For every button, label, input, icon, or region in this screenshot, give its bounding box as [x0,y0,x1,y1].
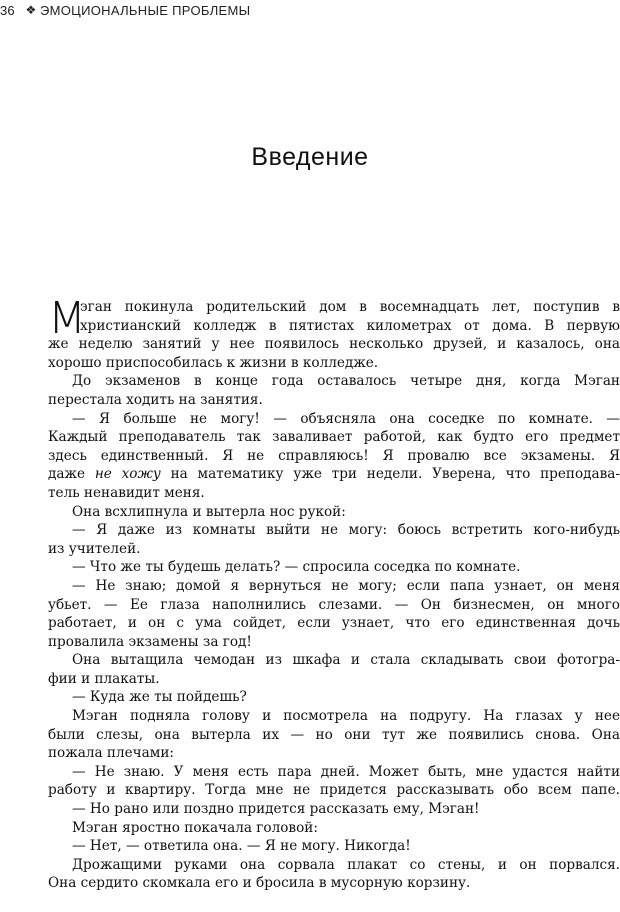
text-segment: на математику уже три недели. Уверена, что преподава- [160,466,620,483]
text-line: были слезы, она вытерла их — но они тут же появились снова. Она [48,726,620,743]
text-line: До экзаменов в конце года оставалось четыре дня, когда Мэган [72,373,620,390]
text-line: — Куда же ты пойдешь? [72,689,247,706]
chapter-title: Введение [251,143,369,171]
page-number: 36 [0,2,15,18]
ornament-icon: ❖ [25,3,37,17]
text-line: Мэган подняла голову и посмотрела на подругу. На глазах у нее [72,708,620,725]
text-line: хорошо приспособилась к жизни в колледже. [48,354,379,371]
text-line: христианский колледж в пятистах километрах от дома. В первую [80,317,620,334]
text-line: же неделю занятий у нее появилось несколько друзей, и казалось, она [48,336,620,353]
text-line: Она вытащила чемодан из шкафа и стала складывать свои фотогра- [72,652,620,669]
running-header [0,1,250,19]
text-line: Мэган яростно покачала головой: [72,819,318,836]
opening-paragraph [48,293,620,344]
section-title: ЭМОЦИОНАЛЬНЫЕ ПРОБЛЕМЫ [40,2,251,18]
text-line: провалила экзамены за год! [48,633,252,650]
text-line: — Не знаю; домой я вернуться не могу; если папа узнает, он меня [72,577,620,594]
text-line: убьет. — Ее глаза наполнились слезами. — Он бизнесмен, он много [48,596,620,613]
text-line: здесь единственный. Я не справляюсь! Я провалю все экзамены. Я [48,447,620,464]
drop-cap: М [48,293,86,344]
text-line: Каждый преподаватель так заваливает работой, как будто его предмет [48,429,620,446]
text-line: из учителей. [48,540,141,557]
text-line: работает, и он с ума сойдет, если узнает, что его единственная дочь [48,615,620,632]
text-line: — Я больше не могу! — объясняла она соседке по комнате. — [72,410,620,427]
text-line: пожала плечами: [48,745,174,762]
text-line: фии и плакаты. [48,670,160,687]
text-line: Она сердито скомкала его и бросила в мусорную корзину. [48,875,471,892]
text-line: Она всхлипнула и вытерла нос рукой: [72,503,346,520]
text-segment: даже [48,466,95,483]
text-line: работу и квартиру. Тогда мне не придется рассказывать обо всем папе. [48,782,620,799]
text-line: — Не знаю. У меня есть пара дней. Может быть, мне удастся найти [72,763,620,780]
text-line: тель ненавидит меня. [48,484,205,501]
text-line: — Но рано или поздно придется рассказать ему, Мэган! [72,801,480,818]
text-line: эган покинула родительский дом в восемнадцать лет, поступив в [80,299,620,315]
emphasis-text: не хожу [94,466,161,483]
body-text [48,293,620,893]
text-line: — Я даже из комнаты выйти не могу: боюсь встретить кого-нибудь [72,522,620,539]
text-line: — Что же ты будешь делать? — спросила соседка по комнате. [72,559,521,576]
text-line: Дрожащими руками она сорвала плакат со стены, и он порвался. [72,856,620,873]
text-line [48,465,620,484]
text-line: перестала ходить на занятия. [48,391,263,408]
text-line: — Нет, — ответила она. — Я не могу. Никогда! [72,838,411,855]
